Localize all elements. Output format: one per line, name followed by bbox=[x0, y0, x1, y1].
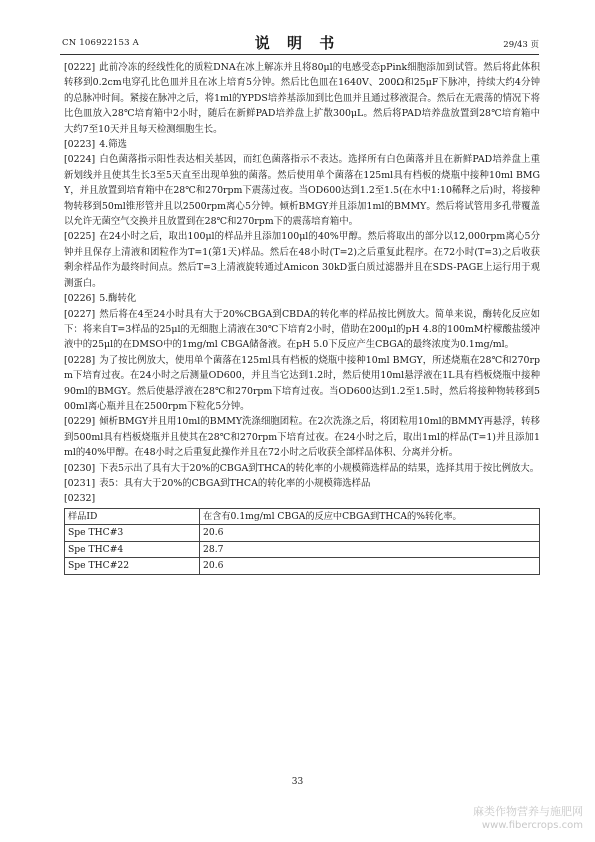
page-number: 33 bbox=[291, 777, 304, 787]
table-cell-conversion: 20.6 bbox=[200, 525, 540, 542]
table-cell-sample-id: Spe THC#4 bbox=[65, 541, 200, 558]
table-header-row bbox=[65, 508, 540, 525]
paragraph-tag: [0226] bbox=[64, 293, 96, 305]
table-cell-conversion: 20.6 bbox=[200, 558, 540, 575]
paragraph-tag: [0228] bbox=[64, 354, 96, 366]
paragraph-0228 bbox=[64, 353, 540, 415]
section-heading: 4.筛选 bbox=[99, 139, 127, 151]
paragraph-0222 bbox=[64, 60, 540, 137]
paragraph-tag: [0229] bbox=[64, 416, 96, 428]
paragraph-0225 bbox=[64, 229, 540, 291]
paragraph-text: 然后将在4至24小时具有大于20%CBGA到CBDA的转化率的样品按比例放大。简单来说，酶转化反应如下：将来自T=3样品的25μl的无细胞上清液在30℃下培育2小时，借助在200μl的pH 4.8的100mM柠檬酸盐缓冲液中的25μl的在DMSO中的1mg/ml CBGA储备液。在pH 5.0下反应产生CBGA的最终浓度为0.1mg/ml。 bbox=[64, 308, 540, 351]
watermark-title: 麻类作物营养与施肥网 bbox=[473, 805, 583, 818]
paragraph-0232 bbox=[64, 491, 540, 506]
paragraph-text: 在24小时之后，取出100μl的样品并且添加100μl的40%甲醇。然后将取出的部分以12,000rpm离心5分钟并且保存上清液和团粒作为T=1(第1天)样品。然后在48小时(T=2)之后重复此程序。在72小时(T=3)之后收获剩余样品作为最终时间点。然后T=3上清液旋转通过Amicon 30kD蛋白质过滤器并且在SDS-PAGE上运行用于观测蛋白。 bbox=[64, 231, 540, 289]
paragraph-text: 倾析BMGY并且用10ml的BMMY洗涤细胞团粒。在2次洗涤之后，将团粒用10ml的BMMY再悬浮，转移到500ml具有档板烧瓶并且使其在28℃和270rpm下培育过夜。在24小时之后，取出1ml的样品(T=1)并且添加1ml的40%甲醇。在48小时之后重复此操作并且在72小时之后收获全部样品体积、分离并分析。 bbox=[64, 416, 540, 459]
paragraph-tag: [0222] bbox=[64, 62, 96, 73]
table-header-cell: 在含有0.1mg/ml CBGA的反应中CBGA到THCA的%转化率。 bbox=[200, 508, 540, 525]
page-counter: 29/43 页 bbox=[503, 40, 539, 50]
paragraph-0230 bbox=[64, 461, 540, 476]
paragraph-tag: [0232] bbox=[64, 493, 96, 505]
table-header-cell: 样品ID bbox=[65, 508, 200, 525]
paragraph-tag: [0230] bbox=[64, 462, 96, 474]
paragraph-text: 为了按比例放大，使用单个菌落在125ml具有档板的烧瓶中接种10ml BMGY，所述烧瓶在28℃和270rpm下培育过夜。在24小时之后测量OD600，并且当它达到1.2时，然后使用10ml悬浮液在1L具有档板烧瓶中接种90ml的BMGY。然后使悬浮液在28℃和270rpm下培育过夜。当OD600达到1.2至1.5时，然后将接种物转移到500ml离心瓶并且在2500rpm下粒化5分钟。 bbox=[64, 354, 540, 412]
table-cell-sample-id: Spe THC#3 bbox=[65, 525, 200, 542]
table-cell-sample-id: Spe THC#22 bbox=[65, 558, 200, 575]
paragraph-tag: [0227] bbox=[64, 308, 96, 320]
paragraph-0224 bbox=[64, 152, 540, 229]
header-divider bbox=[60, 54, 539, 55]
table-row bbox=[65, 558, 540, 575]
watermark-url: www.fibercrops.com bbox=[481, 820, 583, 831]
paragraph-text: 此前冷冻的经线性化的质粒DNA在冰上解冻并且将80μl的电感受态pPink细胞添加到试管。然后将此体积转移到0.2cm电穿孔比色皿并且在冰上培育5分钟。然后比色皿在1640V、200Ω和25μF下脉冲，持续大约4分钟的总脉冲时间。紧接在脉冲之后，将1ml的YPDS培养基添加到比色皿并且通过移液混合。然后在无震荡的情况下将比色皿放入28℃培育箱中2小时，随后在新鲜PAD培养盘上扩散300μL。然后将PAD培养盘放置到28℃培育箱中大约7至10天并且每天检测细胞生长。 bbox=[64, 62, 540, 135]
paragraph-tag: [0224] bbox=[64, 154, 96, 166]
patent-number: CN 106922153 A bbox=[62, 38, 139, 48]
section-heading: 5.酶转化 bbox=[99, 293, 137, 305]
paragraph-0226 bbox=[64, 291, 540, 306]
paragraph-text: 下表5示出了具有大于20%的CBGA到THCA的转化率的小规模筛选样品的结果，选择其用于按比例放大。 bbox=[99, 462, 540, 474]
paragraph-0223 bbox=[64, 137, 540, 152]
paragraph-0227 bbox=[64, 307, 540, 353]
watermark bbox=[473, 805, 583, 833]
paragraph-tag: [0223] bbox=[64, 139, 96, 151]
paragraph-0229 bbox=[64, 414, 540, 460]
paragraph-tag: [0231] bbox=[64, 477, 96, 489]
paragraph-text: 白色菌落指示阳性表达相关基因，而红色菌落指示不表达。选择所有白色菌落并且在新鲜PAD培养盘上重新划线并且使其生长3至5天直至出现单独的菌落。然后使用单个菌落在125ml具有档板的烧瓶中接种10ml BMGY，并且放置到培育箱中在28℃和270rpm下震荡过夜。当OD600达到1.2至1.5(在水中1:10稀释之后)时，将接种物转移到50ml锥形管并且以2500rpm离心5分钟。倾析BMGY并且添加1ml的BMMY。然后将试管用多孔带覆盖以允许无菌空气交换并且放置到在28℃和270rpm下的震荡培育箱中。 bbox=[64, 154, 540, 228]
table-cell-conversion: 28.7 bbox=[200, 541, 540, 558]
table-caption: 表5：具有大于20%的CBGA到THCA的转化率的小规模筛选样品 bbox=[99, 477, 371, 489]
table-row bbox=[65, 525, 540, 542]
paragraph-0231 bbox=[64, 476, 540, 491]
conversion-table bbox=[64, 508, 540, 575]
paragraph-tag: [0225] bbox=[64, 231, 96, 243]
page-title: 说 明 书 bbox=[254, 34, 341, 52]
table-row bbox=[65, 541, 540, 558]
document-body bbox=[64, 60, 540, 575]
